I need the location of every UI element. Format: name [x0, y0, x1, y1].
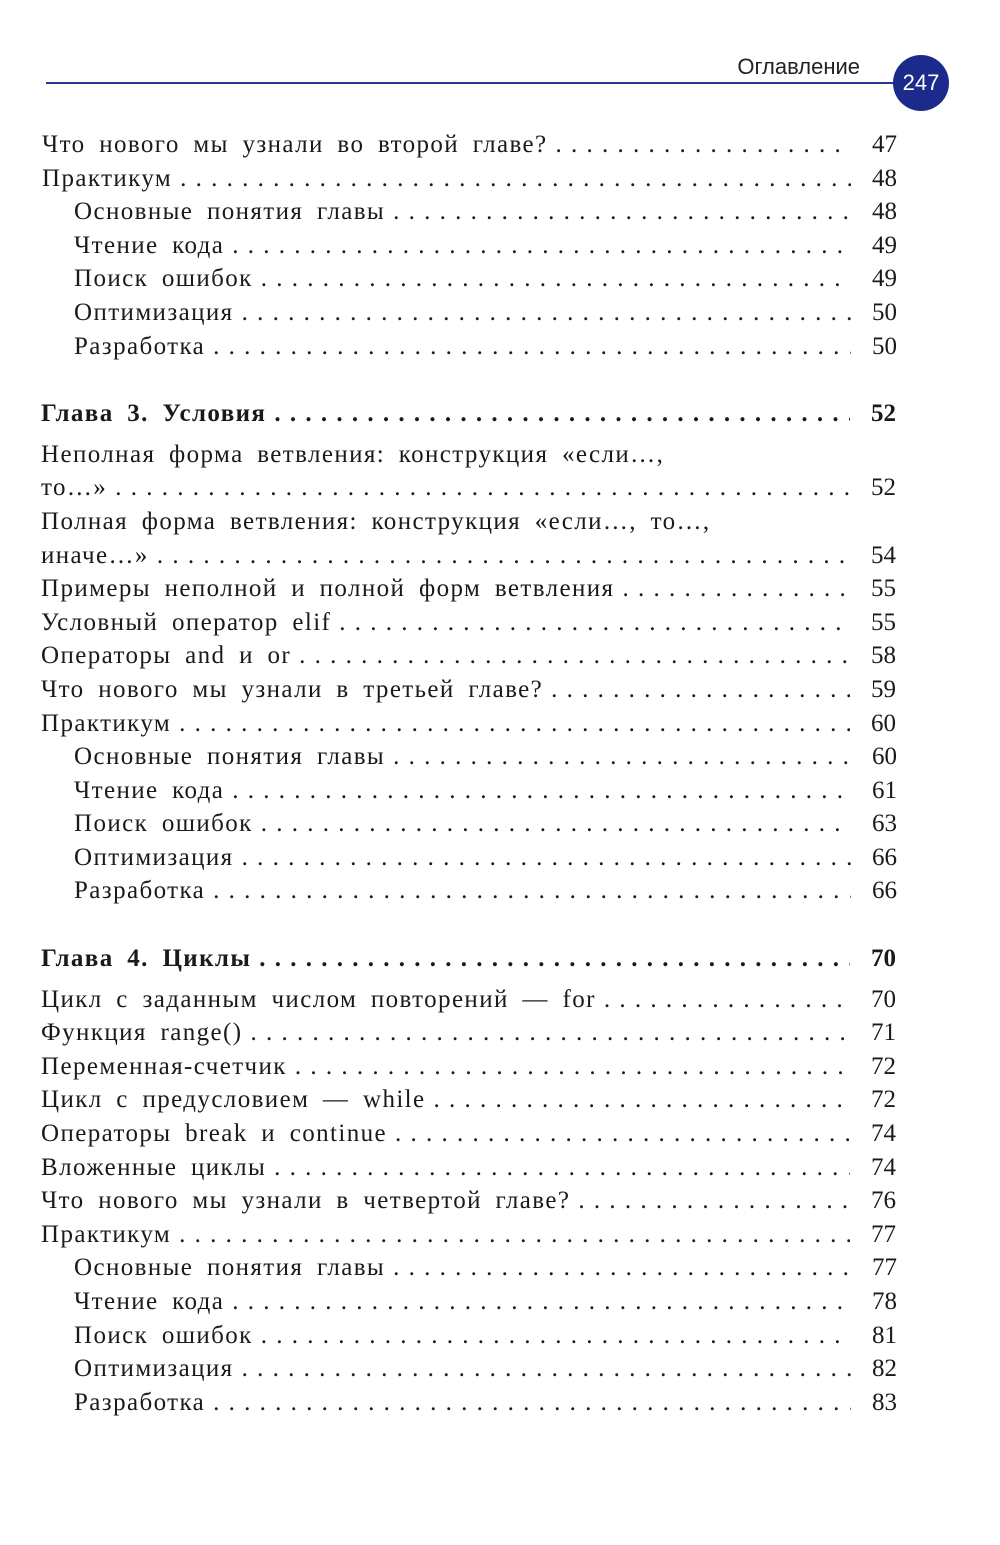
leader-dots — [157, 539, 850, 573]
leader-dots — [556, 128, 851, 162]
toc-subentry[interactable] — [74, 774, 897, 808]
toc-entry-title: Цикл с заданным числом повторений — for — [41, 985, 596, 1013]
toc-entry[interactable] — [41, 1016, 896, 1050]
toc-entry-title-line1: Неполная форма ветвления: конструкция «если…, — [41, 440, 665, 468]
toc-subentry[interactable] — [74, 1285, 897, 1319]
toc-subentry[interactable] — [74, 229, 897, 263]
chapter-title: Глава 4. Циклы — [41, 945, 252, 973]
toc-entry-page: 60 — [871, 709, 896, 737]
leader-dots — [578, 1184, 850, 1218]
toc-entry-page: 48 — [872, 164, 897, 192]
leader-dots — [213, 1386, 851, 1420]
toc-entry-title: Вложенные циклы — [41, 1153, 267, 1181]
toc-entry-title: Переменная-счетчик — [41, 1052, 287, 1080]
toc-entry[interactable] — [41, 572, 896, 606]
toc-entry-page: 78 — [872, 1288, 897, 1315]
toc-entry-page: 74 — [871, 1120, 896, 1148]
toc-entry-page: 52 — [871, 474, 896, 502]
toc-entry-title: Практикум — [41, 709, 172, 737]
toc-entry-title: иначе…» — [41, 541, 149, 569]
toc-entry[interactable] — [41, 673, 896, 707]
header-rule — [46, 82, 898, 84]
toc-entry-page: 60 — [872, 743, 897, 771]
toc-subentry[interactable] — [74, 841, 897, 875]
toc-entry[interactable] — [41, 707, 896, 741]
toc-entry[interactable] — [41, 606, 896, 640]
leader-dots — [274, 397, 850, 431]
toc-entry[interactable] — [41, 1184, 896, 1218]
toc-entry-title: Практикум — [42, 164, 173, 192]
page-header — [0, 0, 1000, 120]
toc-entry-title: Разработка — [74, 877, 206, 905]
leader-dots — [339, 606, 850, 640]
toc-entry-title: Разработка — [74, 332, 206, 360]
leader-dots — [115, 471, 850, 505]
toc-subentry[interactable] — [74, 262, 897, 296]
toc-entry-title-line1: Полная форма ветвления: конструкция «если…, то…, — [41, 507, 711, 535]
toc-entry-title: Оптимизация — [74, 1355, 234, 1383]
toc-entry-page: 70 — [871, 985, 896, 1013]
toc-entry[interactable] — [41, 983, 896, 1017]
leader-dots — [242, 1352, 851, 1386]
leader-dots — [434, 1083, 850, 1117]
toc-entry-title: Основные понятия главы — [74, 198, 386, 226]
leader-dots — [551, 673, 850, 707]
toc-entry-page: 72 — [871, 1086, 896, 1114]
chapter-page: 70 — [871, 945, 896, 973]
toc-entry-title: Чтение кода — [74, 231, 225, 259]
toc-entry-page: 76 — [871, 1187, 896, 1215]
toc-entry-page: 59 — [871, 675, 896, 703]
chapter-heading[interactable] — [41, 942, 896, 976]
leader-dots — [261, 262, 851, 296]
leader-dots — [393, 1251, 851, 1285]
leader-dots — [261, 807, 851, 841]
toc-entry-page: 83 — [872, 1388, 897, 1416]
toc-entry-page: 55 — [871, 575, 896, 603]
toc-subentry[interactable] — [74, 330, 897, 364]
toc-subentry[interactable] — [74, 874, 897, 908]
toc-entry-title: Чтение кода — [74, 1288, 225, 1315]
leader-dots — [213, 330, 851, 364]
toc-entry[interactable] — [42, 128, 897, 162]
toc-entry-title: Основные понятия главы — [74, 1254, 386, 1282]
toc-subentry[interactable] — [74, 1251, 897, 1285]
leader-dots — [250, 1016, 850, 1050]
toc-entry-page: 66 — [872, 843, 897, 871]
toc-entry-title: Оптимизация — [74, 843, 234, 871]
toc-entry-page: 48 — [872, 198, 897, 226]
toc-entry-page: 63 — [872, 810, 897, 838]
toc-entry[interactable] — [41, 1151, 896, 1185]
toc-entry[interactable] — [41, 1218, 896, 1252]
toc-entry[interactable] — [41, 1050, 896, 1084]
toc-entry-title: Функция range() — [41, 1019, 243, 1047]
toc-entry[interactable] — [41, 1083, 896, 1117]
toc-entry-title: Цикл с предусловием — while — [41, 1086, 426, 1114]
toc-entry-title: Что нового мы узнали в четвертой главе? — [41, 1187, 571, 1215]
toc-entry-page: 47 — [872, 131, 897, 158]
toc-entry-page: 71 — [871, 1019, 896, 1047]
toc-entry-page: 72 — [871, 1052, 896, 1080]
toc-entry-page: 49 — [872, 265, 897, 293]
toc-entry[interactable] — [41, 639, 896, 673]
toc-entry-title: Основные понятия главы — [74, 743, 386, 771]
toc-entry-page: 77 — [872, 1254, 897, 1282]
toc-entry-title: Чтение кода — [74, 776, 225, 804]
toc-subentry[interactable] — [74, 1352, 897, 1386]
toc-entry-page: 77 — [871, 1220, 896, 1248]
toc-entry-page: 74 — [871, 1153, 896, 1181]
table-of-contents — [0, 128, 1000, 1419]
leader-dots — [274, 1151, 850, 1185]
toc-entry-title: Поиск ошибок — [74, 1321, 253, 1349]
leader-dots — [299, 639, 850, 673]
leader-dots — [395, 1117, 850, 1151]
toc-subentry[interactable] — [74, 807, 897, 841]
toc-entry-title: Что нового мы узнали во второй главе? — [42, 131, 548, 158]
toc-subentry[interactable] — [74, 296, 897, 330]
toc-entry-title: Примеры неполной и полной форм ветвления — [41, 575, 615, 603]
leader-dots — [232, 774, 851, 808]
toc-entry[interactable] — [41, 1117, 896, 1151]
toc-entry-page: 49 — [872, 231, 897, 259]
toc-entry-title: Условный оператор elif — [41, 608, 332, 636]
toc-entry-title: Операторы and и or — [41, 642, 292, 670]
leader-dots — [179, 707, 850, 741]
leader-dots — [295, 1050, 850, 1084]
chapter-page: 52 — [871, 400, 896, 428]
leader-dots — [242, 841, 851, 875]
toc-entry-title: Что нового мы узнали в третьей главе? — [41, 675, 544, 703]
toc-entry-page: 55 — [871, 608, 896, 636]
toc-entry-title: Разработка — [74, 1388, 206, 1416]
toc-entry[interactable] — [41, 505, 896, 572]
leader-dots — [232, 229, 851, 263]
toc-entry-page: 58 — [871, 642, 896, 670]
leader-dots — [213, 874, 851, 908]
leader-dots — [393, 740, 851, 774]
leader-dots — [259, 942, 850, 976]
toc-entry[interactable] — [42, 162, 897, 196]
running-title: Оглавление — [737, 54, 860, 79]
leader-dots — [179, 1218, 850, 1252]
leader-dots — [232, 1285, 851, 1319]
leader-dots — [261, 1319, 851, 1353]
toc-entry-page: 50 — [872, 298, 897, 326]
toc-subentry[interactable] — [74, 1386, 897, 1420]
leader-dots — [604, 983, 850, 1017]
toc-entry-title: то…» — [41, 474, 108, 502]
toc-entry-page: 50 — [872, 332, 897, 360]
toc-entry-page: 81 — [872, 1321, 897, 1349]
leader-dots — [393, 195, 851, 229]
page-number-badge: 247 — [893, 55, 949, 111]
leader-dots — [242, 296, 851, 330]
toc-entry-title: Поиск ошибок — [74, 810, 253, 838]
toc-entry-title: Поиск ошибок — [74, 265, 253, 293]
chapter-heading[interactable] — [41, 397, 896, 431]
toc-entry-page: 82 — [872, 1355, 897, 1383]
toc-entry-title: Оптимизация — [74, 298, 234, 326]
leader-dots — [180, 162, 851, 196]
toc-entry[interactable] — [41, 438, 896, 505]
toc-subentry[interactable] — [74, 195, 897, 229]
chapter-title: Глава 3. Условия — [41, 400, 267, 428]
toc-entry-title: Практикум — [41, 1220, 172, 1248]
toc-entry-page: 54 — [871, 541, 896, 569]
toc-entry-page: 66 — [872, 877, 897, 905]
toc-subentry[interactable] — [74, 740, 897, 774]
toc-entry-page: 61 — [872, 776, 897, 804]
toc-subentry[interactable] — [74, 1319, 897, 1353]
leader-dots — [622, 572, 850, 606]
toc-entry-title: Операторы break и continue — [41, 1120, 388, 1148]
